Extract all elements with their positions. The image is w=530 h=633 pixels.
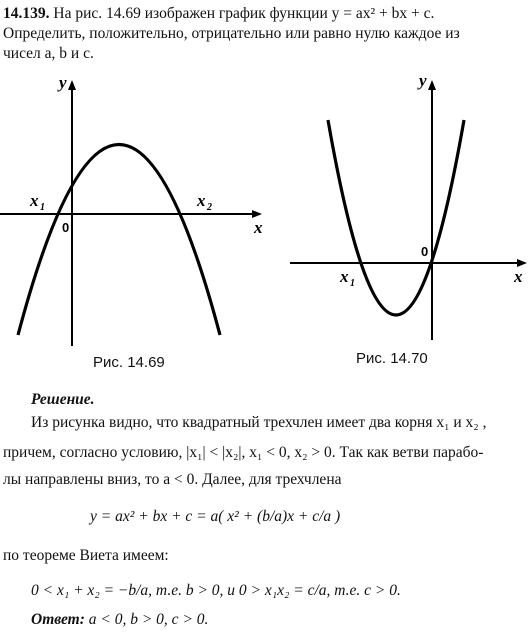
fig1-caption: Рис. 14.69 <box>93 354 165 371</box>
fig1-root2-sub: 2 <box>207 202 212 213</box>
formula-vieta: 0 < x₁ + x₂ = −b/a, т.е. b > 0, и 0 > x₁x₂ = c/a, т.е. c > 0. <box>31 582 401 599</box>
formula-trinomial: y = ax² + bx + c = a( x² + (b/a)x + c/a ) <box>90 508 341 525</box>
solution-paragraph-1: Из рисунка видно, что квадратный трехчлен имеет два корня x₁ и x₂ , <box>31 414 487 431</box>
fig1-root2-label: x <box>197 191 206 210</box>
figure-14-70 <box>290 71 527 340</box>
solution-paragraph-2: причем, согласно условию, |x₁| < |x₂|, x₁ < 0, x₂ > 0. Так как ветви парабо- <box>3 444 484 461</box>
figure-14-69 <box>0 73 263 346</box>
problem-number: 14.139. <box>3 5 50 22</box>
fig2-y-arrow-icon <box>428 80 436 90</box>
fig2-origin-label: 0 <box>421 244 429 259</box>
solution-paragraph-3: лы направлены вниз, то a < 0. Далее, для трехчлена <box>3 471 342 488</box>
fig1-y-label: y <box>59 73 67 92</box>
fig1-x-label: x <box>254 218 263 237</box>
fig2-x-label: x <box>514 267 523 286</box>
solution-heading: Решение. <box>31 391 95 408</box>
fig1-y-arrow-icon <box>68 80 76 90</box>
fig1-root1-label: x <box>30 191 39 210</box>
solution-paragraph-4: по теореме Виета имеем: <box>3 547 169 564</box>
fig1-parabola <box>18 145 220 336</box>
problem-line-2: Определить, положительно, отрицательно или равно нулю каждое из <box>3 25 460 42</box>
fig2-caption: Рис. 14.70 <box>356 350 428 367</box>
fig1-origin-label: 0 <box>62 220 70 235</box>
fig2-y-label: y <box>419 71 427 90</box>
fig2-root1-label: x <box>340 267 349 286</box>
answer-label: Ответ: <box>31 611 85 628</box>
problem-text-1: На рис. 14.69 изображен график функции y = ax² + bx + c. <box>53 5 435 22</box>
fig2-root1-sub: 1 <box>350 278 355 289</box>
answer-line <box>31 610 208 630</box>
fig1-root1-sub: 1 <box>40 202 45 213</box>
fig1-x-arrow-icon <box>252 210 262 218</box>
problem-line-3: чисел a, b и c. <box>3 45 94 62</box>
answer-text: a < 0, b > 0, c > 0. <box>88 611 209 628</box>
fig2-x-arrow-icon <box>517 259 527 267</box>
